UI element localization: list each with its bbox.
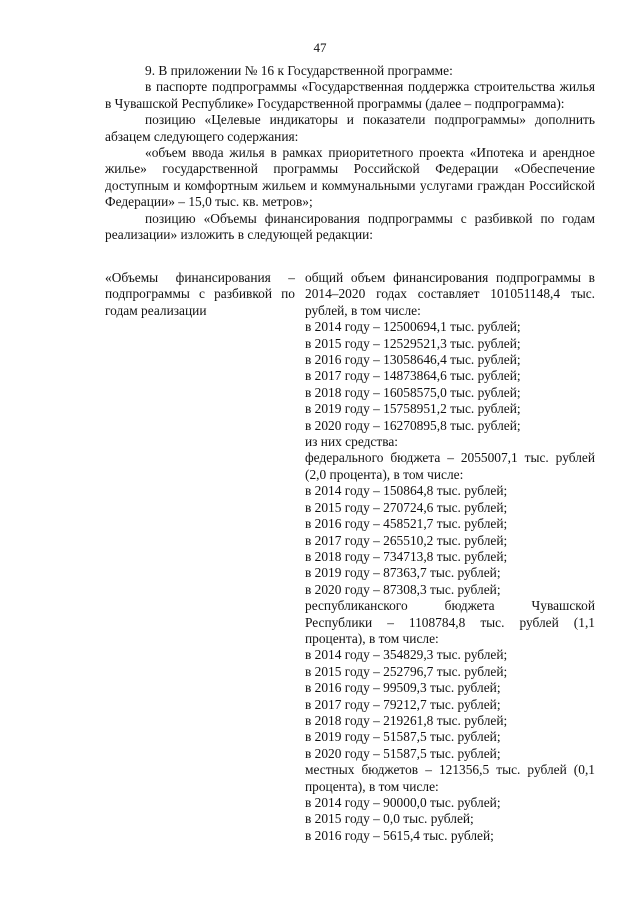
federal-year-line: в 2015 году – 270724,6 тыс. рублей; <box>305 499 508 515</box>
local-year-line: в 2015 году – 0,0 тыс. рублей; <box>305 811 474 827</box>
republic-year-line: в 2020 году – 51587,5 тыс. рублей; <box>305 745 501 761</box>
intro-paragraph-5: позицию «Объемы финансирования подпрограммы с разбивкой по годам реализации» изложить в следующей редакции: <box>105 210 595 243</box>
total-funding: общий объем финансирования подпрограммы в 2014–2020 годах составляет 101051148,4 тыс. рублей, в том числе: <box>305 270 595 318</box>
total-year-line: в 2015 году – 12529521,3 тыс. рублей; <box>305 335 521 351</box>
republic-year-line: в 2014 году – 354829,3 тыс. рублей; <box>305 647 508 663</box>
republic-year-line: в 2016 году – 99509,3 тыс. рублей; <box>305 680 501 696</box>
intro-paragraph-1: 9. В приложении № 16 к Государственной программе: <box>145 63 453 78</box>
table-left-cell: «Объемы финансирования – подпрограммы с разбивкой по годам реализации <box>105 270 295 318</box>
republic-year-line: в 2019 году – 51587,5 тыс. рублей; <box>305 729 501 745</box>
federal-year-line: в 2017 году – 265510,2 тыс. рублей; <box>305 532 508 548</box>
local-budget: местных бюджетов – 121356,5 тыс. рублей (0,1 процента), в том числе: <box>305 762 595 794</box>
federal-year-line: в 2016 году – 458521,7 тыс. рублей; <box>305 516 508 532</box>
of-them-label: из них средства: <box>305 434 399 450</box>
republic-year-line: в 2018 году – 219261,8 тыс. рублей; <box>305 712 508 728</box>
federal-year-line: в 2018 году – 734713,8 тыс. рублей; <box>305 548 508 564</box>
federal-year-line: в 2020 году – 87308,3 тыс. рублей; <box>305 581 501 597</box>
total-year-line: в 2014 году – 12500694,1 тыс. рублей; <box>305 319 521 335</box>
intro-paragraph-2: в паспорте подпрограммы «Государственная поддержка строительства жилья в Чувашской Республике» Государственной программы (далее – подпрограмма): <box>105 79 595 111</box>
total-year-line: в 2020 году – 16270895,8 тыс. рублей; <box>305 417 521 433</box>
total-year-line: в 2018 году – 16058575,0 тыс. рублей; <box>305 384 521 400</box>
republic-year-line: в 2017 году – 79212,7 тыс. рублей; <box>305 696 501 712</box>
federal-year-line: в 2014 году – 150864,8 тыс. рублей; <box>305 483 508 499</box>
total-year-line: в 2016 году – 13058646,4 тыс. рублей; <box>305 352 521 368</box>
table-right-cell <box>305 270 595 844</box>
total-year-line: в 2019 году – 15758951,2 тыс. рублей; <box>305 401 521 417</box>
republic-year-line: в 2015 году – 252796,7 тыс. рублей; <box>305 663 508 679</box>
local-year-line: в 2014 году – 90000,0 тыс. рублей; <box>305 795 501 810</box>
local-year-line: в 2016 году – 5615,4 тыс. рублей; <box>305 827 494 843</box>
intro-paragraph-4: «объем ввода жилья в рамках приоритетного проекта «Ипотека и арендное жилье» государственной программы Российской Федерации «Обеспечение доступным и комфортным жильем и коммунальными услугами граждан Российской Федерации» – 15,0 тыс. кв. метров»; <box>105 145 595 210</box>
federal-budget: федерального бюджета – 2055007,1 тыс. рублей (2,0 процента), в том числе: <box>305 450 595 482</box>
federal-year-line: в 2019 году – 87363,7 тыс. рублей; <box>305 565 501 581</box>
intro-paragraph-3: позицию «Целевые индикаторы и показатели подпрограммы» дополнить абзацем следующего содержания: <box>105 112 595 144</box>
total-year-line: в 2017 году – 14873864,6 тыс. рублей; <box>305 368 521 384</box>
page-number: 47 <box>313 40 327 55</box>
intro-text <box>105 63 595 243</box>
republic-budget: республиканского бюджета Чувашской Республики – 1108784,8 тыс. рублей (1,1 процента), в том числе: <box>305 598 595 646</box>
